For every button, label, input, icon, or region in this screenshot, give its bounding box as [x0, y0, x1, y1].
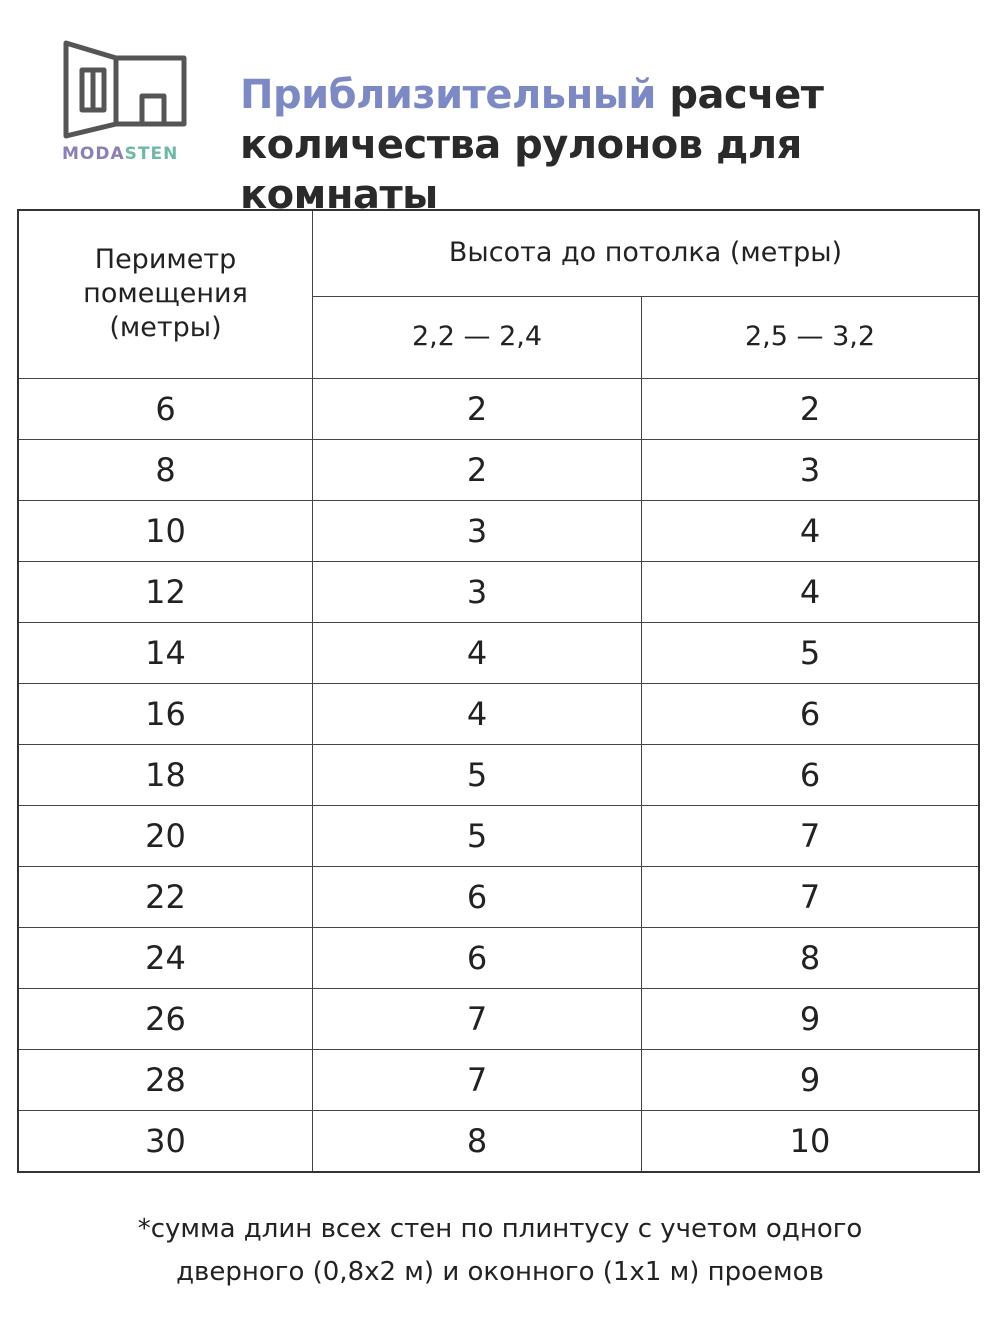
perimeter-cell: 30 [18, 1110, 313, 1172]
rolls-high-cell: 9 [642, 1049, 980, 1110]
table-row [18, 561, 979, 622]
rolls-high-cell: 8 [642, 927, 980, 988]
table-row [18, 378, 979, 439]
perimeter-cell: 12 [18, 561, 313, 622]
perimeter-cell: 14 [18, 622, 313, 683]
table-row [18, 927, 979, 988]
logo-part2: STEN [124, 144, 179, 164]
footnote [0, 1208, 1000, 1294]
rolls-high-cell: 3 [642, 439, 980, 500]
rolls-high-cell: 7 [642, 866, 980, 927]
perimeter-cell: 24 [18, 927, 313, 988]
rolls-high-cell: 5 [642, 622, 980, 683]
rolls-high-cell: 4 [642, 500, 980, 561]
table-row [18, 500, 979, 561]
rolls-low-cell: 2 [313, 439, 642, 500]
table-row [18, 805, 979, 866]
perimeter-cell: 8 [18, 439, 313, 500]
perimeter-cell: 18 [18, 744, 313, 805]
rolls-high-cell: 7 [642, 805, 980, 866]
logo-part1: MODA [62, 144, 125, 164]
footnote-line2: дверного (0,8x2 м) и оконного (1x1 м) проемов [176, 1257, 824, 1287]
perimeter-cell: 26 [18, 988, 313, 1049]
height-header: Высота до потолка (метры) [313, 210, 980, 296]
height-range-1: 2,2 — 2,4 [313, 296, 642, 378]
rolls-low-cell: 6 [313, 866, 642, 927]
table-row [18, 1110, 979, 1172]
rolls-high-cell: 10 [642, 1110, 980, 1172]
rolls-low-cell: 8 [313, 1110, 642, 1172]
title-line2: количества рулонов для комнаты [240, 122, 802, 218]
rolls-high-cell: 6 [642, 683, 980, 744]
table-row [18, 439, 979, 500]
rolls-low-cell: 4 [313, 622, 642, 683]
perimeter-cell: 6 [18, 378, 313, 439]
title-accent: Приблизительный [240, 72, 656, 118]
rolls-low-cell: 7 [313, 1049, 642, 1110]
table-row [18, 744, 979, 805]
rolls-low-cell: 5 [313, 744, 642, 805]
perimeter-cell: 10 [18, 500, 313, 561]
table-row [18, 1049, 979, 1110]
rolls-low-cell: 5 [313, 805, 642, 866]
perimeter-header [18, 210, 313, 378]
rolls-high-cell: 4 [642, 561, 980, 622]
rolls-low-cell: 3 [313, 500, 642, 561]
footnote-line1: *сумма длин всех стен по плинтусу с учетом одного [137, 1214, 863, 1244]
table-row [18, 988, 979, 1049]
rolls-low-cell: 2 [313, 378, 642, 439]
rolls-high-cell: 9 [642, 988, 980, 1049]
rolls-high-cell: 2 [642, 378, 980, 439]
perimeter-cell: 28 [18, 1049, 313, 1110]
rolls-table [17, 209, 980, 1173]
logo-text [62, 144, 178, 164]
table-row [18, 622, 979, 683]
title-rest: расчет [655, 72, 824, 118]
rolls-low-cell: 3 [313, 561, 642, 622]
perimeter-cell: 20 [18, 805, 313, 866]
rolls-low-cell: 7 [313, 988, 642, 1049]
rolls-low-cell: 6 [313, 927, 642, 988]
table-row [18, 683, 979, 744]
perimeter-header-text: Периметр помещения (метры) [83, 244, 248, 344]
perimeter-cell: 22 [18, 866, 313, 927]
page-title [240, 70, 1000, 220]
height-range-2: 2,5 — 3,2 [642, 296, 980, 378]
perimeter-cell: 16 [18, 683, 313, 744]
table-row [18, 866, 979, 927]
rolls-high-cell: 6 [642, 744, 980, 805]
rolls-low-cell: 4 [313, 683, 642, 744]
